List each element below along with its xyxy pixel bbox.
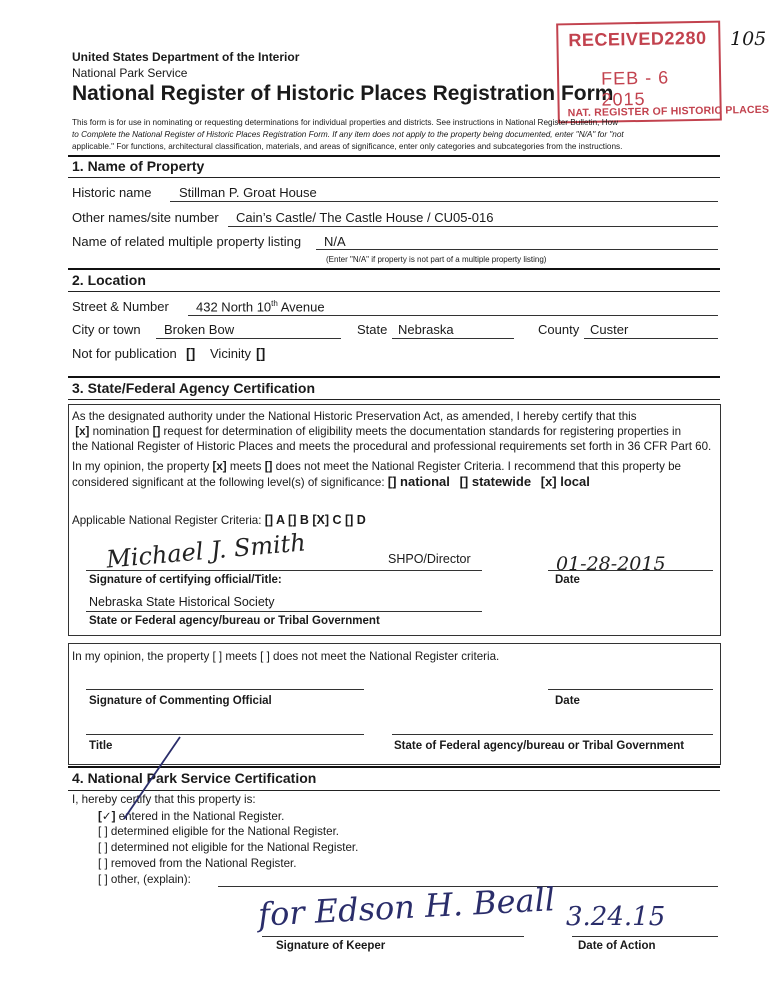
commenting-agency-label: State of Federal agency/bureau or Tribal Government [394,740,685,752]
option-entered-checkbox[interactable]: [✓] [98,810,116,823]
option-not-eligible[interactable]: [ ] determined not eligible for the National Register. [98,841,359,854]
level-local[interactable]: [x] local [540,474,590,489]
section2-heading: 2. Location [72,272,146,288]
option-entered-label: entered in the National Register. [115,810,285,823]
opinion-line2 [72,474,718,490]
opinion-line1 [72,459,718,474]
city-label: City or town [72,322,141,337]
level-national[interactable]: [] national [387,474,450,489]
not-for-publication-checkbox[interactable]: [] [186,345,196,361]
commenting-agency-underline [392,734,713,735]
section4-heading: 4. National Park Service Certification [72,770,317,786]
agency-label: State or Federal agency/bureau or Tribal Government [89,615,380,627]
multiple-listing-label: Name of related multiple property listing [72,234,302,249]
criteria-line [72,513,366,528]
cert-line2 [72,424,718,439]
agency-underline [86,611,482,612]
cert-line3: the National Register of Historic Places and meets the procedural and professional requirements set forth in 36 CFR Part 60. [72,440,712,453]
section3-top-rule [68,376,720,378]
keeper-underline [262,936,524,937]
certifying-title-value: SHPO/Director [388,552,471,566]
state-underline [392,338,514,339]
stamp-line3: NAT. REGISTER OF HISTORIC PLACES [567,103,770,120]
request-text: request for determination of eligibility meets the documentation standards for registering properties in [160,425,682,438]
commenting-date-underline [548,689,713,690]
other-names-label: Other names/site number [72,210,219,225]
meets-text: meets [226,460,265,473]
opinion-lead: In my opinion, the property [72,460,213,473]
street-number: 432 North 10 [196,299,272,315]
multiple-listing-field[interactable]: N/A [324,234,346,249]
nomination-text: nomination [89,425,153,438]
county-field[interactable]: Custer [590,322,629,337]
commenting-paragraph: In my opinion, the property [ ] meets [ ] does not meet the National Register criteria. [72,650,500,663]
does-not-meet-checkbox[interactable]: [] [264,460,273,473]
opinion-level-lead: considered significant at the following level(s) of significance: [72,476,388,489]
opinion-paragraph [72,459,718,490]
section3-heading: 3. State/Federal Agency Certification [72,380,315,396]
street-rest: Avenue [277,299,325,315]
action-date-underline [572,936,718,937]
agency-value: Nebraska State Historical Society [89,595,275,609]
not-for-publication-label: Not for publication [72,346,177,361]
commenting-signature-label: Signature of Commenting Official [89,695,272,707]
keeper-intro: I, hereby certify that this property is: [72,793,256,806]
section1-rule [68,177,720,178]
opinion-rest: does not meet the National Register Criteria. I recommend that this property be [272,460,681,473]
agency-name: United States Department of the Interior [72,50,300,64]
instructions-line1: This form is for use in nominating or requesting determinations for individual properties and districts. See instructions in National Register Bulletin, How [72,118,619,127]
vicinity-label: Vicinity [210,346,251,361]
commenting-title-label: Title [89,740,113,752]
historic-name-underline [170,201,718,202]
date-label: Date [555,574,580,586]
signature-underline [86,570,482,571]
historic-name-field[interactable]: Stillman P. Groat House [179,185,317,200]
instructions-line3: applicable." For functions, architectural classification, materials, and areas of significance, enter only categories and subcategories from the instructions. [72,142,623,151]
other-names-field[interactable]: Cain’s Castle/ The Castle House / CU05-016 [236,210,494,225]
other-names-underline [228,226,718,227]
signature-label: Signature of certifying official/Title: [89,574,282,586]
historic-name-label: Historic name [72,185,152,200]
keeper-signature: for Edson H. Beall [257,880,556,934]
city-field[interactable]: Broken Bow [164,322,235,337]
nomination-checkbox[interactable]: [x] [75,425,90,438]
section1-heading: 1. Name of Property [72,158,205,174]
cert-line1: As the designated authority under the National Historic Preservation Act, as amended, I hereby certify that this [72,410,637,423]
instructions [72,117,718,153]
criteria-label: Applicable National Register Criteria: [72,514,265,527]
certification-paragraph [72,409,718,454]
multiple-listing-note: (Enter "N/A" if property is not part of a multiple property listing) [326,255,547,264]
street-field[interactable] [196,299,325,314]
action-date-label: Date of Action [578,940,656,952]
page-number: 105 [730,28,767,50]
section2-rule [68,291,720,292]
state-label: State [357,322,388,337]
meets-checkbox[interactable]: [x] [212,460,227,473]
action-date-value: 3.24.15 [566,902,666,932]
section1-top-rule [68,155,720,157]
check-slash-mark [100,735,190,825]
commenting-date-label: Date [555,695,580,707]
street-label: Street & Number [72,299,169,314]
section2-top-rule [68,268,720,270]
certifying-signature: Michael J. Smith [105,528,307,574]
section3-rule [68,399,720,400]
vicinity-checkbox[interactable]: [] [256,345,266,361]
stamp-line1: RECEIVED2280 [568,27,707,51]
request-checkbox[interactable]: [] [152,425,161,438]
instructions-line2: to Complete the National Register of Historic Places Registration Form. If any item does not apply to the property being documented, enter "N/A" for "not [72,130,624,139]
option-other[interactable]: [ ] other, (explain): [98,873,191,886]
county-label: County [538,322,580,337]
state-field[interactable]: Nebraska [398,322,454,337]
form-title: National Register of Historic Places Registration Form [72,82,614,105]
service-name: National Park Service [72,66,188,80]
multiple-listing-underline [316,249,718,250]
option-eligible[interactable]: [ ] determined eligible for the National Register. [98,825,340,838]
stamp-line2: FEB - 6 2015 [600,67,670,110]
city-underline [156,338,341,339]
keeper-label: Signature of Keeper [276,940,386,952]
county-underline [584,338,718,339]
criteria-checkboxes[interactable]: [] A [] B [X] C [] D [264,513,366,527]
date-underline [548,570,713,571]
commenting-signature-underline [86,689,364,690]
level-statewide[interactable]: [] statewide [459,474,532,489]
certifying-date-value: 01-28-2015 [556,553,666,575]
street-underline [188,315,718,316]
option-removed[interactable]: [ ] removed from the National Register. [98,857,297,870]
street-suffix: th [271,299,278,308]
